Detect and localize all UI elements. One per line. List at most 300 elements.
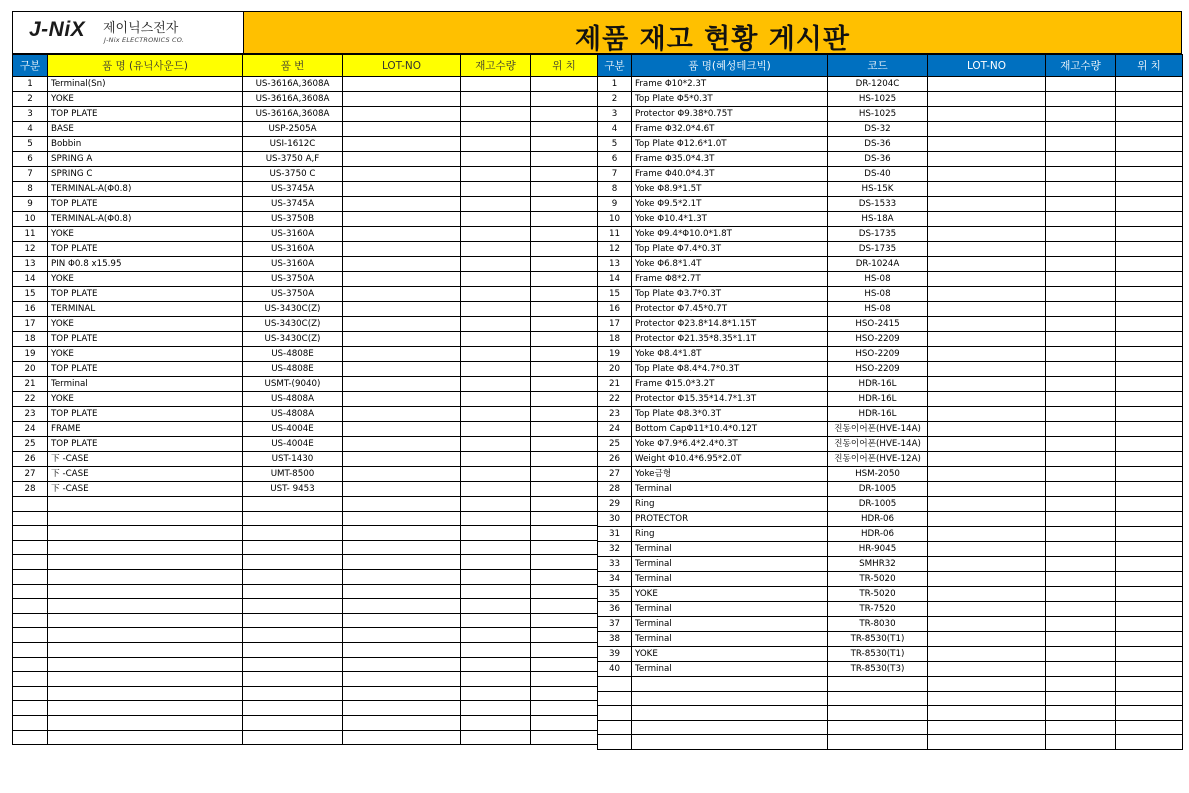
left-qty-cell[interactable] <box>461 497 531 512</box>
right-lot-cell[interactable] <box>928 542 1046 557</box>
right-location-cell[interactable] <box>1116 467 1183 482</box>
left-lot-cell[interactable] <box>343 511 461 526</box>
right-no-cell[interactable]: 26 <box>598 452 632 467</box>
right-qty-cell[interactable] <box>1046 92 1116 107</box>
left-name-cell[interactable]: TOP PLATE <box>48 362 243 377</box>
left-lot-cell[interactable] <box>343 686 461 701</box>
right-qty-cell[interactable] <box>1046 167 1116 182</box>
right-location-cell[interactable] <box>1116 437 1183 452</box>
left-code-cell[interactable] <box>243 730 343 745</box>
left-location-cell[interactable] <box>531 407 598 422</box>
left-qty-cell[interactable] <box>461 182 531 197</box>
left-qty-cell[interactable] <box>461 92 531 107</box>
left-code-cell[interactable] <box>243 613 343 628</box>
right-code-cell[interactable]: DS-1735 <box>828 242 928 257</box>
right-lot-cell[interactable] <box>928 691 1046 706</box>
right-code-cell[interactable]: HS-08 <box>828 287 928 302</box>
left-no-cell[interactable]: 3 <box>13 107 48 122</box>
right-lot-cell[interactable] <box>928 587 1046 602</box>
left-lot-cell[interactable] <box>343 482 461 497</box>
left-name-cell[interactable] <box>48 584 243 599</box>
left-name-cell[interactable] <box>48 701 243 716</box>
right-no-cell[interactable]: 2 <box>598 92 632 107</box>
left-no-cell[interactable]: 12 <box>13 242 48 257</box>
left-no-cell[interactable]: 14 <box>13 272 48 287</box>
left-no-cell[interactable] <box>13 642 48 657</box>
right-qty-cell[interactable] <box>1046 497 1116 512</box>
left-name-cell[interactable]: 下 -CASE <box>48 467 243 482</box>
right-no-cell[interactable]: 33 <box>598 557 632 572</box>
left-code-cell[interactable]: US-3430C(Z) <box>243 332 343 347</box>
left-code-cell[interactable]: US-3750B <box>243 212 343 227</box>
left-location-cell[interactable] <box>531 182 598 197</box>
left-qty-cell[interactable] <box>461 227 531 242</box>
right-code-cell[interactable]: HS-1025 <box>828 92 928 107</box>
right-lot-cell[interactable] <box>928 497 1046 512</box>
left-code-cell[interactable]: US-3160A <box>243 227 343 242</box>
left-qty-cell[interactable] <box>461 613 531 628</box>
right-code-cell[interactable]: TR-7520 <box>828 602 928 617</box>
left-location-cell[interactable] <box>531 302 598 317</box>
right-no-cell[interactable] <box>598 720 632 735</box>
left-lot-cell[interactable] <box>343 107 461 122</box>
right-name-cell[interactable]: Weight Φ10.4*6.95*2.0T <box>632 452 828 467</box>
left-lot-cell[interactable] <box>343 422 461 437</box>
right-no-cell[interactable]: 3 <box>598 107 632 122</box>
left-name-cell[interactable]: TOP PLATE <box>48 197 243 212</box>
left-qty-cell[interactable] <box>461 77 531 92</box>
left-qty-cell[interactable] <box>461 701 531 716</box>
left-qty-cell[interactable] <box>461 686 531 701</box>
right-no-cell[interactable]: 1 <box>598 77 632 92</box>
right-no-cell[interactable]: 19 <box>598 347 632 362</box>
left-name-cell[interactable]: YOKE <box>48 392 243 407</box>
right-location-cell[interactable] <box>1116 332 1183 347</box>
right-qty-cell[interactable] <box>1046 122 1116 137</box>
right-location-cell[interactable] <box>1116 107 1183 122</box>
right-location-cell[interactable] <box>1116 542 1183 557</box>
left-lot-cell[interactable] <box>343 467 461 482</box>
right-code-cell[interactable]: DS-40 <box>828 167 928 182</box>
right-lot-cell[interactable] <box>928 92 1046 107</box>
right-qty-cell[interactable] <box>1046 152 1116 167</box>
left-no-cell[interactable] <box>13 511 48 526</box>
left-no-cell[interactable]: 20 <box>13 362 48 377</box>
left-location-cell[interactable] <box>531 92 598 107</box>
right-qty-cell[interactable] <box>1046 227 1116 242</box>
left-code-cell[interactable]: UST-1430 <box>243 452 343 467</box>
left-qty-cell[interactable] <box>461 362 531 377</box>
right-qty-cell[interactable] <box>1046 482 1116 497</box>
right-lot-cell[interactable] <box>928 482 1046 497</box>
right-lot-cell[interactable] <box>928 287 1046 302</box>
right-no-cell[interactable]: 17 <box>598 317 632 332</box>
right-name-cell[interactable]: Top Plate Φ7.4*0.3T <box>632 242 828 257</box>
left-qty-cell[interactable] <box>461 122 531 137</box>
left-name-cell[interactable]: PIN Φ0.8 x15.95 <box>48 257 243 272</box>
left-qty-cell[interactable] <box>461 392 531 407</box>
right-code-cell[interactable]: HDR-16L <box>828 392 928 407</box>
right-qty-cell[interactable] <box>1046 632 1116 647</box>
left-qty-cell[interactable] <box>461 628 531 643</box>
left-code-cell[interactable]: UST- 9453 <box>243 482 343 497</box>
left-no-cell[interactable]: 15 <box>13 287 48 302</box>
left-code-cell[interactable]: US-4808A <box>243 407 343 422</box>
right-no-cell[interactable]: 23 <box>598 407 632 422</box>
right-code-cell[interactable] <box>828 735 928 750</box>
right-lot-cell[interactable] <box>928 677 1046 692</box>
right-code-cell[interactable]: DR-1024A <box>828 257 928 272</box>
right-no-cell[interactable]: 7 <box>598 167 632 182</box>
right-qty-cell[interactable] <box>1046 677 1116 692</box>
left-lot-cell[interactable] <box>343 628 461 643</box>
left-qty-cell[interactable] <box>461 347 531 362</box>
right-qty-cell[interactable] <box>1046 197 1116 212</box>
right-location-cell[interactable] <box>1116 302 1183 317</box>
right-code-cell[interactable] <box>828 706 928 721</box>
left-qty-cell[interactable] <box>461 584 531 599</box>
right-location-cell[interactable] <box>1116 557 1183 572</box>
right-lot-cell[interactable] <box>928 467 1046 482</box>
left-no-cell[interactable]: 17 <box>13 317 48 332</box>
left-name-cell[interactable] <box>48 555 243 570</box>
left-code-cell[interactable]: US-4808E <box>243 347 343 362</box>
left-location-cell[interactable] <box>531 332 598 347</box>
right-no-cell[interactable]: 30 <box>598 512 632 527</box>
right-qty-cell[interactable] <box>1046 572 1116 587</box>
right-lot-cell[interactable] <box>928 347 1046 362</box>
left-lot-cell[interactable] <box>343 242 461 257</box>
right-no-cell[interactable]: 36 <box>598 602 632 617</box>
right-location-cell[interactable] <box>1116 392 1183 407</box>
right-qty-cell[interactable] <box>1046 691 1116 706</box>
right-no-cell[interactable]: 35 <box>598 587 632 602</box>
right-no-cell[interactable]: 24 <box>598 422 632 437</box>
left-location-cell[interactable] <box>531 584 598 599</box>
left-code-cell[interactable] <box>243 701 343 716</box>
right-qty-cell[interactable] <box>1046 137 1116 152</box>
left-code-cell[interactable] <box>243 555 343 570</box>
right-lot-cell[interactable] <box>928 527 1046 542</box>
right-location-cell[interactable] <box>1116 735 1183 750</box>
right-qty-cell[interactable] <box>1046 407 1116 422</box>
left-no-cell[interactable]: 6 <box>13 152 48 167</box>
right-qty-cell[interactable] <box>1046 437 1116 452</box>
left-lot-cell[interactable] <box>343 317 461 332</box>
left-code-cell[interactable] <box>243 526 343 541</box>
left-qty-cell[interactable] <box>461 137 531 152</box>
left-name-cell[interactable] <box>48 540 243 555</box>
left-lot-cell[interactable] <box>343 540 461 555</box>
left-name-cell[interactable]: TOP PLATE <box>48 287 243 302</box>
left-location-cell[interactable] <box>531 242 598 257</box>
left-no-cell[interactable]: 11 <box>13 227 48 242</box>
left-location-cell[interactable] <box>531 77 598 92</box>
left-qty-cell[interactable] <box>461 302 531 317</box>
right-qty-cell[interactable] <box>1046 212 1116 227</box>
left-location-cell[interactable] <box>531 526 598 541</box>
left-location-cell[interactable] <box>531 701 598 716</box>
right-location-cell[interactable] <box>1116 182 1183 197</box>
right-lot-cell[interactable] <box>928 212 1046 227</box>
right-name-cell[interactable] <box>632 677 828 692</box>
left-location-cell[interactable] <box>531 122 598 137</box>
right-no-cell[interactable]: 4 <box>598 122 632 137</box>
right-location-cell[interactable] <box>1116 706 1183 721</box>
left-name-cell[interactable]: SPRING C <box>48 167 243 182</box>
left-qty-cell[interactable] <box>461 599 531 614</box>
right-no-cell[interactable]: 40 <box>598 662 632 677</box>
right-qty-cell[interactable] <box>1046 257 1116 272</box>
right-code-cell[interactable]: DS-32 <box>828 122 928 137</box>
left-lot-cell[interactable] <box>343 715 461 730</box>
right-lot-cell[interactable] <box>928 317 1046 332</box>
right-lot-cell[interactable] <box>928 152 1046 167</box>
right-code-cell[interactable]: TR-5020 <box>828 587 928 602</box>
right-code-cell[interactable]: DS-36 <box>828 152 928 167</box>
left-no-cell[interactable] <box>13 672 48 687</box>
right-no-cell[interactable]: 5 <box>598 137 632 152</box>
left-lot-cell[interactable] <box>343 701 461 716</box>
right-name-cell[interactable]: Protector Φ15.35*14.7*1.3T <box>632 392 828 407</box>
right-code-cell[interactable]: HS-08 <box>828 272 928 287</box>
right-no-cell[interactable]: 38 <box>598 632 632 647</box>
left-name-cell[interactable] <box>48 497 243 512</box>
left-location-cell[interactable] <box>531 599 598 614</box>
right-lot-cell[interactable] <box>928 137 1046 152</box>
left-code-cell[interactable]: USI-1612C <box>243 137 343 152</box>
right-name-cell[interactable]: Terminal <box>632 632 828 647</box>
right-qty-cell[interactable] <box>1046 362 1116 377</box>
right-location-cell[interactable] <box>1116 602 1183 617</box>
left-no-cell[interactable] <box>13 497 48 512</box>
left-code-cell[interactable]: US-3616A,3608A <box>243 107 343 122</box>
right-name-cell[interactable]: Terminal <box>632 617 828 632</box>
right-lot-cell[interactable] <box>928 167 1046 182</box>
right-lot-cell[interactable] <box>928 706 1046 721</box>
right-lot-cell[interactable] <box>928 182 1046 197</box>
right-qty-cell[interactable] <box>1046 302 1116 317</box>
left-lot-cell[interactable] <box>343 555 461 570</box>
left-name-cell[interactable] <box>48 730 243 745</box>
left-code-cell[interactable] <box>243 540 343 555</box>
left-name-cell[interactable]: 下 -CASE <box>48 452 243 467</box>
left-name-cell[interactable] <box>48 672 243 687</box>
left-name-cell[interactable] <box>48 657 243 672</box>
left-qty-cell[interactable] <box>461 242 531 257</box>
right-name-cell[interactable]: Top Plate Φ3.7*0.3T <box>632 287 828 302</box>
left-lot-cell[interactable] <box>343 272 461 287</box>
left-location-cell[interactable] <box>531 452 598 467</box>
left-name-cell[interactable] <box>48 569 243 584</box>
left-location-cell[interactable] <box>531 257 598 272</box>
right-code-cell[interactable]: DS-36 <box>828 137 928 152</box>
left-lot-cell[interactable] <box>343 377 461 392</box>
left-qty-cell[interactable] <box>461 642 531 657</box>
left-code-cell[interactable] <box>243 715 343 730</box>
left-qty-cell[interactable] <box>461 107 531 122</box>
left-lot-cell[interactable] <box>343 392 461 407</box>
left-code-cell[interactable] <box>243 599 343 614</box>
right-code-cell[interactable]: HSO-2209 <box>828 362 928 377</box>
left-name-cell[interactable] <box>48 526 243 541</box>
left-name-cell[interactable]: TOP PLATE <box>48 242 243 257</box>
left-name-cell[interactable]: YOKE <box>48 347 243 362</box>
left-name-cell[interactable]: YOKE <box>48 92 243 107</box>
left-qty-cell[interactable] <box>461 287 531 302</box>
right-name-cell[interactable]: Protector Φ23.8*14.8*1.15T <box>632 317 828 332</box>
right-name-cell[interactable]: Terminal <box>632 662 828 677</box>
right-location-cell[interactable] <box>1116 272 1183 287</box>
right-location-cell[interactable] <box>1116 572 1183 587</box>
right-code-cell[interactable]: HSO-2209 <box>828 332 928 347</box>
right-name-cell[interactable]: Frame Φ32.0*4.6T <box>632 122 828 137</box>
right-name-cell[interactable]: Frame Φ10*2.3T <box>632 77 828 92</box>
left-lot-cell[interactable] <box>343 584 461 599</box>
left-lot-cell[interactable] <box>343 287 461 302</box>
left-location-cell[interactable] <box>531 569 598 584</box>
left-no-cell[interactable]: 28 <box>13 482 48 497</box>
right-name-cell[interactable]: Terminal <box>632 542 828 557</box>
left-location-cell[interactable] <box>531 362 598 377</box>
left-name-cell[interactable] <box>48 613 243 628</box>
right-name-cell[interactable]: Yoke Φ8.9*1.5T <box>632 182 828 197</box>
right-code-cell[interactable]: TR-8530(T3) <box>828 662 928 677</box>
left-location-cell[interactable] <box>531 657 598 672</box>
right-lot-cell[interactable] <box>928 647 1046 662</box>
left-code-cell[interactable] <box>243 686 343 701</box>
left-code-cell[interactable]: US-3430C(Z) <box>243 302 343 317</box>
right-lot-cell[interactable] <box>928 242 1046 257</box>
right-location-cell[interactable] <box>1116 527 1183 542</box>
left-qty-cell[interactable] <box>461 555 531 570</box>
left-lot-cell[interactable] <box>343 257 461 272</box>
right-code-cell[interactable]: DS-1533 <box>828 197 928 212</box>
right-name-cell[interactable]: Bottom CapΦ11*10.4*0.12T <box>632 422 828 437</box>
left-lot-cell[interactable] <box>343 77 461 92</box>
left-location-cell[interactable] <box>531 730 598 745</box>
right-no-cell[interactable]: 28 <box>598 482 632 497</box>
right-lot-cell[interactable] <box>928 122 1046 137</box>
left-qty-cell[interactable] <box>461 377 531 392</box>
right-qty-cell[interactable] <box>1046 512 1116 527</box>
left-lot-cell[interactable] <box>343 599 461 614</box>
left-location-cell[interactable] <box>531 686 598 701</box>
right-qty-cell[interactable] <box>1046 77 1116 92</box>
left-qty-cell[interactable] <box>461 212 531 227</box>
left-location-cell[interactable] <box>531 613 598 628</box>
right-qty-cell[interactable] <box>1046 587 1116 602</box>
left-no-cell[interactable]: 2 <box>13 92 48 107</box>
left-qty-cell[interactable] <box>461 526 531 541</box>
right-qty-cell[interactable] <box>1046 647 1116 662</box>
right-location-cell[interactable] <box>1116 497 1183 512</box>
left-location-cell[interactable] <box>531 197 598 212</box>
right-name-cell[interactable]: Top Plate Φ5*0.3T <box>632 92 828 107</box>
right-lot-cell[interactable] <box>928 362 1046 377</box>
right-location-cell[interactable] <box>1116 452 1183 467</box>
right-code-cell[interactable] <box>828 677 928 692</box>
left-qty-cell[interactable] <box>461 272 531 287</box>
right-no-cell[interactable]: 12 <box>598 242 632 257</box>
right-no-cell[interactable]: 37 <box>598 617 632 632</box>
right-name-cell[interactable]: Top Plate Φ12.6*1.0T <box>632 137 828 152</box>
left-name-cell[interactable] <box>48 511 243 526</box>
left-name-cell[interactable]: YOKE <box>48 317 243 332</box>
right-code-cell[interactable]: HSM-2050 <box>828 467 928 482</box>
left-qty-cell[interactable] <box>461 540 531 555</box>
left-code-cell[interactable]: US-3750A <box>243 287 343 302</box>
left-no-cell[interactable] <box>13 599 48 614</box>
right-location-cell[interactable] <box>1116 92 1183 107</box>
left-lot-cell[interactable] <box>343 497 461 512</box>
left-lot-cell[interactable] <box>343 657 461 672</box>
right-location-cell[interactable] <box>1116 137 1183 152</box>
right-no-cell[interactable]: 34 <box>598 572 632 587</box>
right-code-cell[interactable]: DR-1005 <box>828 482 928 497</box>
left-location-cell[interactable] <box>531 272 598 287</box>
right-code-cell[interactable] <box>828 720 928 735</box>
right-code-cell[interactable]: HS-08 <box>828 302 928 317</box>
left-code-cell[interactable]: US-3745A <box>243 197 343 212</box>
left-no-cell[interactable] <box>13 526 48 541</box>
right-location-cell[interactable] <box>1116 617 1183 632</box>
left-no-cell[interactable]: 16 <box>13 302 48 317</box>
left-location-cell[interactable] <box>531 511 598 526</box>
right-qty-cell[interactable] <box>1046 377 1116 392</box>
right-qty-cell[interactable] <box>1046 542 1116 557</box>
left-name-cell[interactable]: FRAME <box>48 422 243 437</box>
left-code-cell[interactable] <box>243 657 343 672</box>
right-qty-cell[interactable] <box>1046 706 1116 721</box>
right-name-cell[interactable]: Ring <box>632 497 828 512</box>
left-lot-cell[interactable] <box>343 437 461 452</box>
right-qty-cell[interactable] <box>1046 107 1116 122</box>
right-qty-cell[interactable] <box>1046 392 1116 407</box>
right-location-cell[interactable] <box>1116 197 1183 212</box>
right-code-cell[interactable]: HS-15K <box>828 182 928 197</box>
right-name-cell[interactable]: Protector Φ9.38*0.75T <box>632 107 828 122</box>
left-code-cell[interactable] <box>243 642 343 657</box>
left-lot-cell[interactable] <box>343 613 461 628</box>
right-location-cell[interactable] <box>1116 377 1183 392</box>
right-location-cell[interactable] <box>1116 691 1183 706</box>
right-code-cell[interactable]: 진동이어폰(HVE-12A) <box>828 452 928 467</box>
left-code-cell[interactable]: US-3745A <box>243 182 343 197</box>
right-code-cell[interactable]: HDR-06 <box>828 527 928 542</box>
right-location-cell[interactable] <box>1116 512 1183 527</box>
left-no-cell[interactable]: 25 <box>13 437 48 452</box>
left-code-cell[interactable]: US-3750 A,F <box>243 152 343 167</box>
left-location-cell[interactable] <box>531 437 598 452</box>
right-name-cell[interactable] <box>632 706 828 721</box>
left-name-cell[interactable]: TOP PLATE <box>48 437 243 452</box>
left-lot-cell[interactable] <box>343 92 461 107</box>
left-no-cell[interactable] <box>13 540 48 555</box>
right-name-cell[interactable]: Terminal <box>632 602 828 617</box>
left-code-cell[interactable]: US-3430C(Z) <box>243 317 343 332</box>
left-no-cell[interactable]: 5 <box>13 137 48 152</box>
right-code-cell[interactable]: HSO-2209 <box>828 347 928 362</box>
right-lot-cell[interactable] <box>928 227 1046 242</box>
right-no-cell[interactable]: 27 <box>598 467 632 482</box>
left-qty-cell[interactable] <box>461 332 531 347</box>
left-name-cell[interactable]: Terminal <box>48 377 243 392</box>
left-no-cell[interactable]: 27 <box>13 467 48 482</box>
right-lot-cell[interactable] <box>928 735 1046 750</box>
left-name-cell[interactable]: TOP PLATE <box>48 107 243 122</box>
left-lot-cell[interactable] <box>343 122 461 137</box>
